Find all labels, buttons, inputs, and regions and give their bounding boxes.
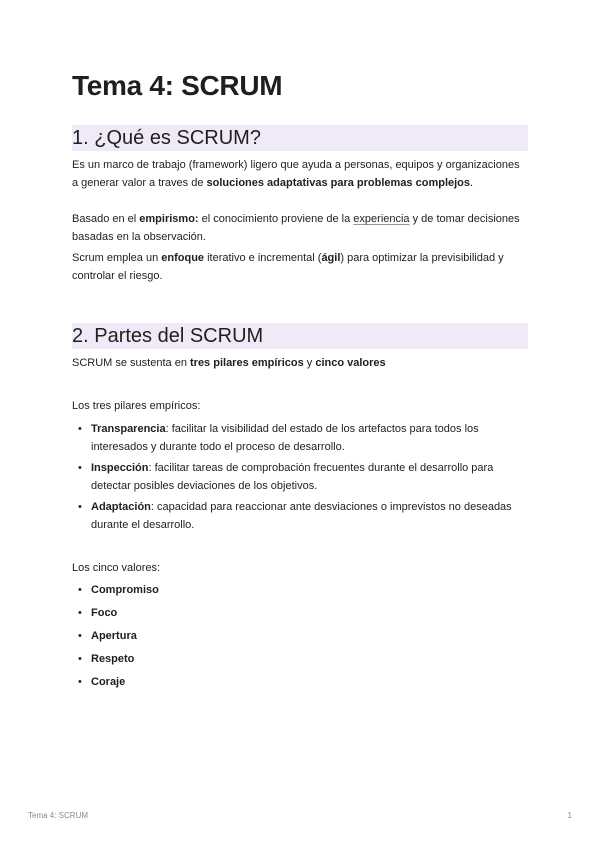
value-name: Foco xyxy=(91,607,118,619)
list-item xyxy=(72,674,528,692)
text-run: Scrum emplea un xyxy=(72,252,162,264)
underlined-text: experiencia xyxy=(353,213,410,225)
pillar-name: Adaptación xyxy=(91,501,151,513)
value-name: Respeto xyxy=(91,653,135,665)
list-item xyxy=(72,460,528,495)
text-run: Es un marco de trabajo (framework) ligero que ayuda a personas, equipos y organizaciones a generar valor a traves de xyxy=(72,159,520,189)
pillar-name: Inspección xyxy=(91,462,149,474)
paragraph-definition xyxy=(72,157,528,192)
list-item xyxy=(72,499,528,534)
page-title: Tema 4: SCRUM xyxy=(72,70,283,101)
text-run: iterativo e incremental ( xyxy=(204,252,322,264)
value-name: Compromiso xyxy=(91,584,159,596)
pillar-desc: : capacidad para reaccionar ante desviaciones o imprevistos no deseadas durante el desarrollo. xyxy=(91,501,512,531)
list-item xyxy=(72,582,528,600)
text-run: . xyxy=(470,176,474,189)
section-heading-partes: 2. Partes del SCRUM xyxy=(72,323,528,349)
bullet-icon: • xyxy=(78,630,82,642)
text-run: ) para optimizar la previsibilidad y controlar el riesgo. xyxy=(72,252,504,282)
values-label: Los cinco valores: xyxy=(72,562,161,574)
bold-text: soluciones adaptativas para problemas complejos xyxy=(206,176,471,189)
footer-doc-title: Tema 4: SCRUM xyxy=(28,811,89,820)
section-heading-que-es-scrum: 1. ¿Qué es SCRUM? xyxy=(72,125,528,151)
list-item xyxy=(72,605,528,623)
paragraph-empirismo xyxy=(72,211,528,246)
bullet-icon: • xyxy=(78,501,82,513)
paragraph-intro-partes xyxy=(72,355,528,373)
bullet-icon: • xyxy=(78,423,82,435)
bullet-icon: • xyxy=(78,607,82,619)
text-run: y de tomar decisiones basadas en la observación. xyxy=(72,213,520,243)
bold-text: ágil xyxy=(321,252,341,264)
bullet-icon: • xyxy=(78,462,82,474)
footer-page-number: 1 xyxy=(567,811,572,820)
paragraph-enfoque xyxy=(72,250,528,285)
bullet-icon: • xyxy=(78,653,82,665)
pillar-name: Transparencia xyxy=(91,423,166,435)
text-run: y xyxy=(303,357,316,369)
text-run: SCRUM se sustenta en xyxy=(72,357,190,369)
pillar-desc: : facilitar tareas de comprobación frecuentes durante el desarrollo para detectar posibles deviaciones de los objetivos. xyxy=(91,462,494,492)
text-run: Basado en el xyxy=(72,213,140,225)
pillar-desc: : facilitar la visibilidad del estado de los artefactos para todos los interesados y durante todo el proceso de desarrollo. xyxy=(91,423,479,453)
bullet-icon: • xyxy=(78,584,82,596)
value-name: Coraje xyxy=(91,676,126,688)
list-item xyxy=(72,421,528,456)
text-run: el conocimiento proviene de la xyxy=(198,213,354,225)
pillars-list xyxy=(72,421,528,534)
bold-text: enfoque xyxy=(161,252,205,264)
bold-text: cinco valores xyxy=(315,357,386,369)
list-item xyxy=(72,628,528,646)
value-name: Apertura xyxy=(91,630,137,642)
pillars-label: Los tres pilares empíricos: xyxy=(72,400,201,412)
list-item xyxy=(72,651,528,669)
bullet-icon: • xyxy=(78,676,82,688)
bold-text: empirismo: xyxy=(139,213,199,225)
values-list xyxy=(72,582,528,692)
bold-text: tres pilares empíricos xyxy=(190,357,304,369)
